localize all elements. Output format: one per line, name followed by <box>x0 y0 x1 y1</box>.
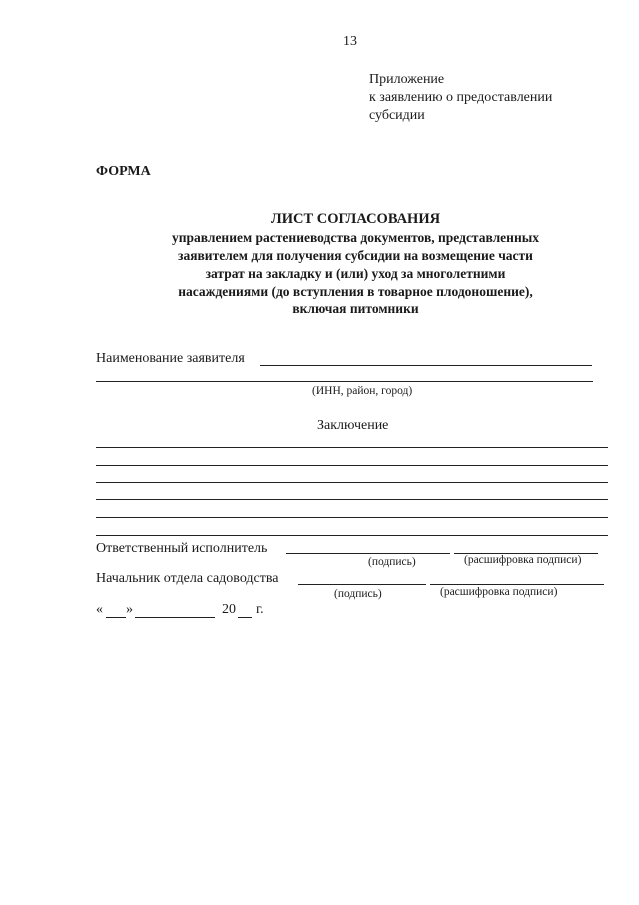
conclusion-line[interactable] <box>96 482 608 483</box>
conclusion-line[interactable] <box>96 499 608 500</box>
appendix-line-2: к заявлению о предоставлении <box>369 90 553 105</box>
head-decoding-field[interactable] <box>430 584 604 585</box>
responsible-label: Ответственный исполнитель <box>96 541 268 556</box>
date-month-field[interactable] <box>135 617 215 618</box>
head-of-department-label: Начальник отдела садоводства <box>96 571 279 586</box>
conclusion-line[interactable] <box>96 517 608 518</box>
head-signature-hint: (подпись) <box>334 588 382 600</box>
date-year-field[interactable] <box>238 617 252 618</box>
applicant-hint: (ИНН, район, город) <box>312 385 413 397</box>
date-open-quote: « <box>96 602 103 617</box>
conclusion-line[interactable] <box>96 535 608 536</box>
conclusion-line[interactable] <box>96 465 608 466</box>
date-year-prefix: 20 <box>222 602 236 617</box>
appendix-line-3: субсидии <box>369 108 425 123</box>
responsible-signature-field[interactable] <box>286 553 450 554</box>
responsible-decoding-hint: (расшифровка подписи) <box>464 554 582 566</box>
date-year-suffix: г. <box>256 602 264 617</box>
date-close-quote: » <box>126 602 133 617</box>
responsible-signature-hint: (подпись) <box>368 556 416 568</box>
heading-line-3: затрат на закладку и (или) уход за многолетними <box>205 266 506 281</box>
heading-line-1: управлением растениеводства документов, представленных <box>171 230 540 245</box>
page-number: 13 <box>343 34 357 49</box>
heading-line-2: заявителем для получения субсидии на возмещение части <box>178 248 533 263</box>
date-day-field[interactable] <box>106 617 126 618</box>
heading-line-5: включая питомники <box>292 301 419 316</box>
conclusion-line[interactable] <box>96 447 608 448</box>
document-title: ЛИСТ СОГЛАСОВАНИЯ <box>270 211 441 227</box>
applicant-label: Наименование заявителя <box>96 351 245 366</box>
applicant-name-field[interactable] <box>260 365 592 366</box>
form-label: ФОРМА <box>96 164 151 179</box>
head-decoding-hint: (расшифровка подписи) <box>440 586 558 598</box>
appendix-line-1: Приложение <box>369 72 445 87</box>
conclusion-label: Заключение <box>317 418 389 433</box>
applicant-name-field-continued[interactable] <box>96 381 593 382</box>
heading-line-4: насаждениями (до вступления в товарное плодоношение), <box>178 284 533 299</box>
head-signature-field[interactable] <box>298 584 426 585</box>
